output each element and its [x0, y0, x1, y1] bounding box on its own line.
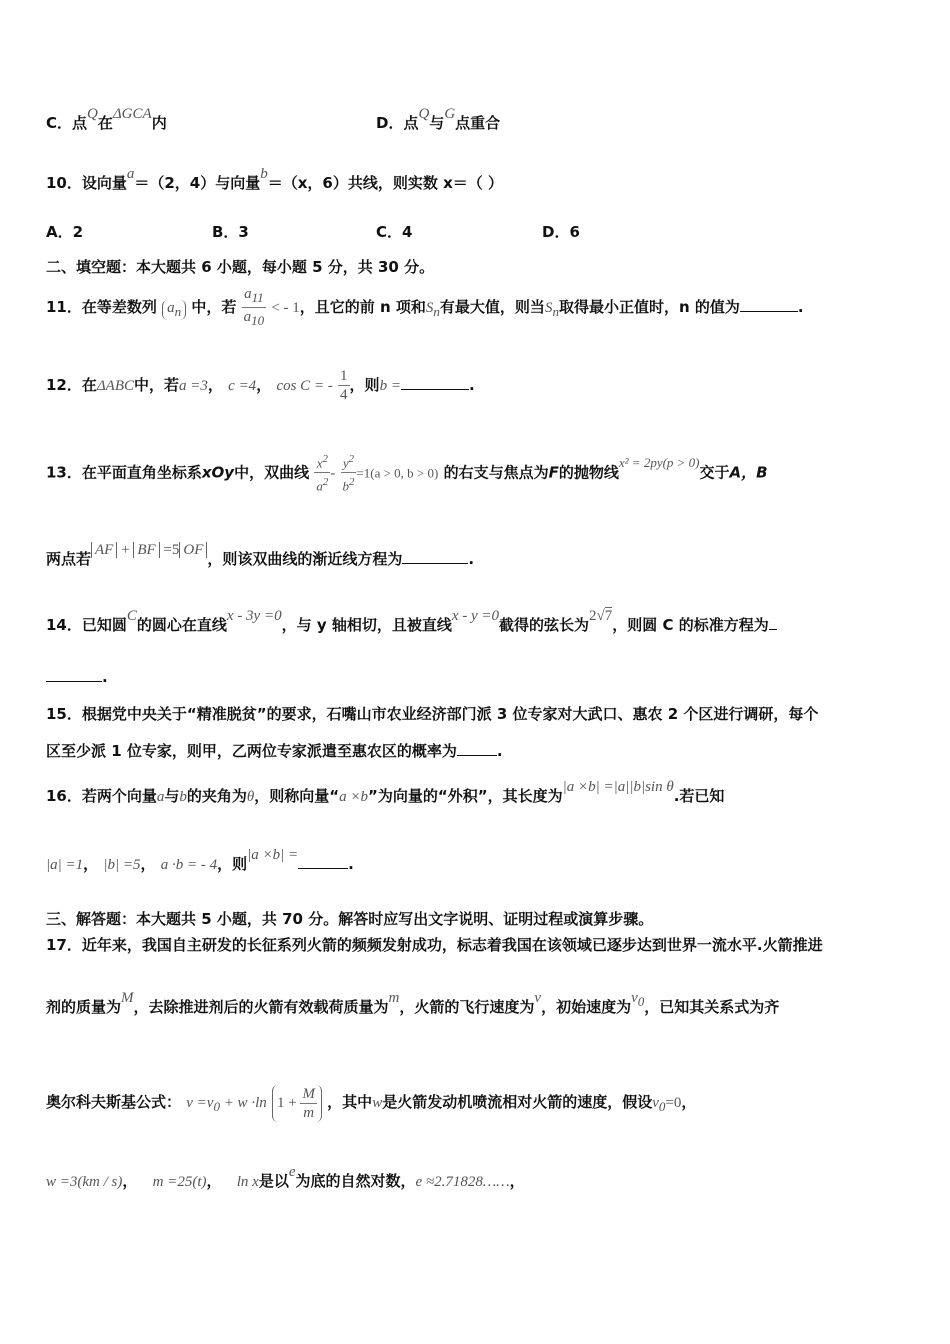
question-17-line-4: w =3(km / s)， m =25(t)， ln x是以e为底的自然对数，e ≈2.71828……， — [46, 1164, 525, 1190]
question-15: 15．根据党中央关于“精准脱贫”的要求，石嘴山市农业经济部门派 3 位专家对大武口、惠农 2 个区进行调研，每个 — [46, 705, 819, 723]
question-14: 14．已知圆C的圆心在直线x - 3y =0，与 y 轴相切，且被直线x - y =0截得的弦长为2√7，则圆 C 的标准方程为 — [46, 614, 777, 635]
question-14-continued: . — [46, 668, 108, 686]
q10-option-c: C．4 — [376, 223, 413, 241]
q10-option-b: B．3 — [212, 223, 249, 241]
section-2-heading: 二、填空题：本大题共 6 小题，每小题 5 分，共 30 分。 — [46, 258, 435, 276]
question-16-continued: |a| =1， |b| =5， a ·b = - 4，则|a ×b| = . — [46, 847, 354, 873]
question-13: 13．在平面直角坐标系xOy中，双曲线 $\frac{x^2}{a^2}$ - $\frac{y^2}{b^2}$ =1(a > 0, b > 0) 的右支与焦点为F的抛物线x² = 2py(p > 0)交于A，B — [46, 450, 768, 496]
q9-option-c: C．点Q在ΔGCA内 — [46, 106, 167, 132]
q10-option-d: D．6 — [542, 223, 580, 241]
question-16: 16．若两个向量a与b的夹角为θ，则称向量“a ×b”为向量的“外积”，其长度为|a ×b| =|a||b|sin θ.若已知 — [46, 779, 725, 805]
question-10: 10．设向量a＝（2，4）与向量b＝（x，6）共线，则实数 x＝（ ） — [46, 166, 503, 192]
q10-option-a: A．2 — [46, 223, 84, 241]
question-17-line-2: 剂的质量为M，去除推进剂后的火箭有效载荷质量为m，火箭的飞行速度为v，初始速度为$v_0$，已知其关系式为齐 — [46, 990, 780, 1016]
question-15-continued: 区至少派 1 位专家，则甲，乙两位专家派遣至惠农区的概率为 . — [46, 742, 503, 760]
question-13-continued: 两点若 AF + BF =5 OF ，则该双曲线的渐近线方程为 . — [46, 542, 475, 568]
section-3-heading: 三、解答题：本大题共 5 小题，共 70 分。解答时应写出文字说明、证明过程或演算步骤。 — [46, 910, 654, 928]
question-17-line-3: 奥尔科夫斯基公式： $v =v_0 + w \cdot\ln$ 1 + $\frac{M}{m}$ ，其中w是火箭发动机喷流相对火箭的速度，假设$v_0=0$， — [46, 1086, 697, 1121]
q9-option-d: D．点Q与G点重合 — [376, 106, 501, 132]
question-12: 12．在ΔABC中，若a =3， c =4， cos C = - $\frac{1}{4}$ ，则b = . — [46, 368, 475, 403]
question-11: 11．在等差数列 $a_n$ 中，若 $\frac{a_{11}}{a_{10}}$ < - 1，且它的前 n 项和$S_n$有最大值，则当$S_n$取得最小正值时，n 的值为 . — [46, 286, 804, 328]
question-17: 17．近年来，我国自主研发的长征系列火箭的频频发射成功，标志着我国在该领域已逐步达到世界一流水平.火箭推进 — [46, 936, 823, 954]
